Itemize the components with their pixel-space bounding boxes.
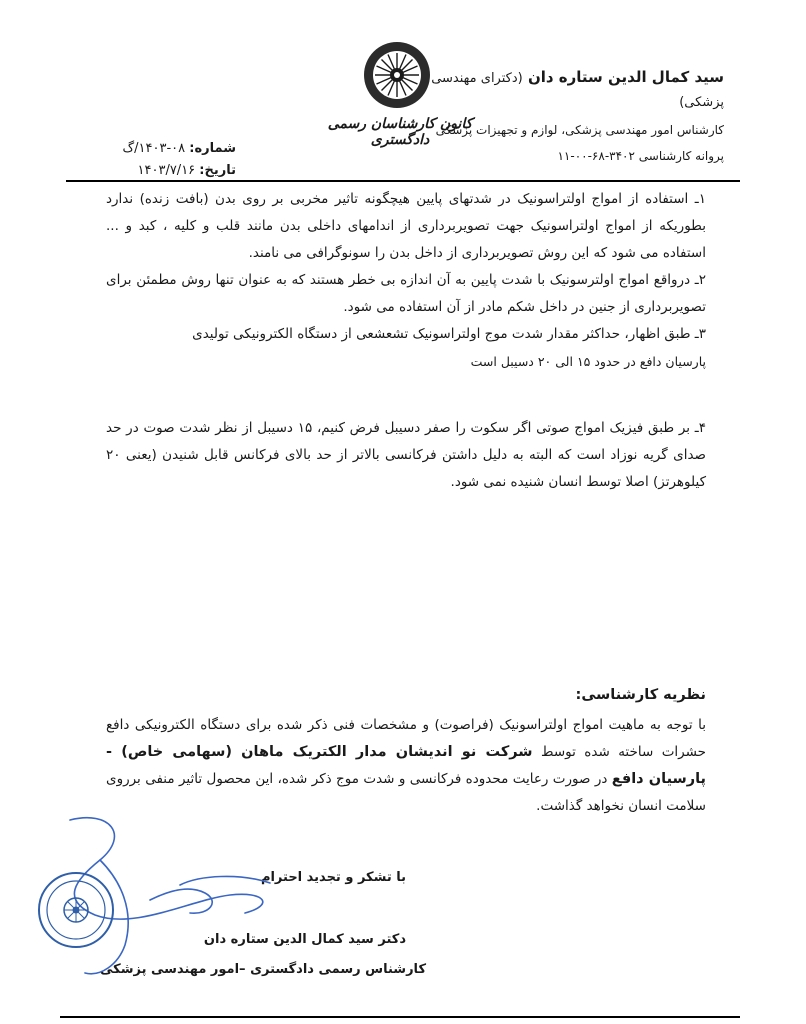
license-label: پروانه کارشناسی	[638, 149, 724, 163]
license-line	[424, 146, 724, 166]
finding-item-3-main: ۳ـ طبق اظهار، حداکثر مقدار شدت موج اولتراسونیک تشعشعی از دستگاه الکترونیکی تولیدی	[192, 326, 706, 342]
signer-role: کارشناس رسمی دادگستری –امور مهندسی پزشکی	[100, 962, 426, 977]
expert-opinion	[106, 682, 706, 820]
closing-regards: با تشکر و تجدید احترام	[260, 870, 406, 885]
finding-item-4: ۴ـ بر طبق فیزیک امواج صوتی اگر سکوت را صفر دسیبل فرض کنیم، ۱۵ دسیبل از نظر شدت صوت در حد صدای گریه نوزاد است که البته به دلیل داشتن فرکانسی بالاتر از حد بالای فرکانس قابل شنیدن (یعنی ۲۰ کیلوهرتز) اصلا توسط انسان شنیده نمی شود.	[106, 420, 706, 490]
expert-title: کارشناس امور مهندسی پزشکی، لوازم و تجهیزات پزشکی	[435, 123, 724, 137]
letter-number-value: ۰۸-۱۴۰۳/گ	[122, 141, 186, 156]
opinion-title: نظریه کارشناسی:	[575, 687, 706, 703]
letter-date-label: تاریخ:	[199, 163, 236, 178]
signer-name: دکتر سید کمال الدین ستاره دان	[203, 932, 406, 947]
expert-name: سید کمال الدین ستاره دان	[527, 68, 724, 86]
license-number: ۳۴۰۲-۶۸-۰۰-۱۱	[557, 149, 635, 163]
letter-number-label: شماره:	[189, 141, 236, 156]
official-seal-icon	[36, 870, 116, 950]
finding-item-2: ۲ـ درواقع امواج اولترسونیک با شدت پایین به آن اندازه بی خطر هستند که به عنوان تنها روش مطمئن برای تصویربرداری از جنین در داخل شکم مادر از آن استفاده می شود.	[106, 272, 706, 315]
opinion-text-part2: در صورت رعایت محدوده فرکانسی و شدت موج ذکر شده، این محصول تاثیر منفی برروی سلامت انسان نخواهد گذاشت.	[106, 771, 706, 814]
letter-date-value: ۱۴۰۳/۷/۱۶	[137, 163, 196, 178]
association-logo-icon	[362, 40, 432, 110]
expert-name-line	[424, 66, 724, 114]
footer-divider	[60, 1016, 740, 1018]
letter-meta	[66, 138, 236, 182]
finding-item-1: ۱ـ استفاده از امواج اولتراسونیک در شدتهای پایین هیچگونه تاثیر مخربی بر روی بدن (بافت زنده) ندارد بطوریکه از امواج اولتراسونیک جهت تصویربرداری از اندامهای داخلی بدن مانند قلب و کلیه ، کبد و ... استفاده می شود که این روش تصویربرداری از داخل بدن را سونوگرافی می نامند.	[106, 191, 706, 261]
finding-item-3-tail: پارسیان دافع در حدود ۱۵ الی ۲۰ دسیبل است	[470, 354, 706, 369]
expert-degree: (دکترای مهندسی پزشکی)	[431, 71, 724, 110]
logo-caption: کانون کارشناسان رسمی دادگستری	[327, 116, 473, 148]
findings-list	[106, 186, 706, 496]
letter-number-row	[66, 138, 236, 160]
header-divider	[66, 180, 740, 182]
opinion-text	[106, 712, 706, 820]
finding-item-3	[106, 321, 706, 375]
letter-date-row	[66, 160, 236, 182]
opinion-company: شرکت نو اندیشان مدار الکتریک ماهان (سهامی خاص) - پارسیان دافع	[106, 744, 706, 787]
opinion-text-part1: با توجه به ماهیت امواج اولتراسونیک (فراصوت) و مشخصات فنی ذکر شده برای دستگاه الکترونیکی دافع حشرات ساخته شده توسط	[106, 717, 706, 760]
